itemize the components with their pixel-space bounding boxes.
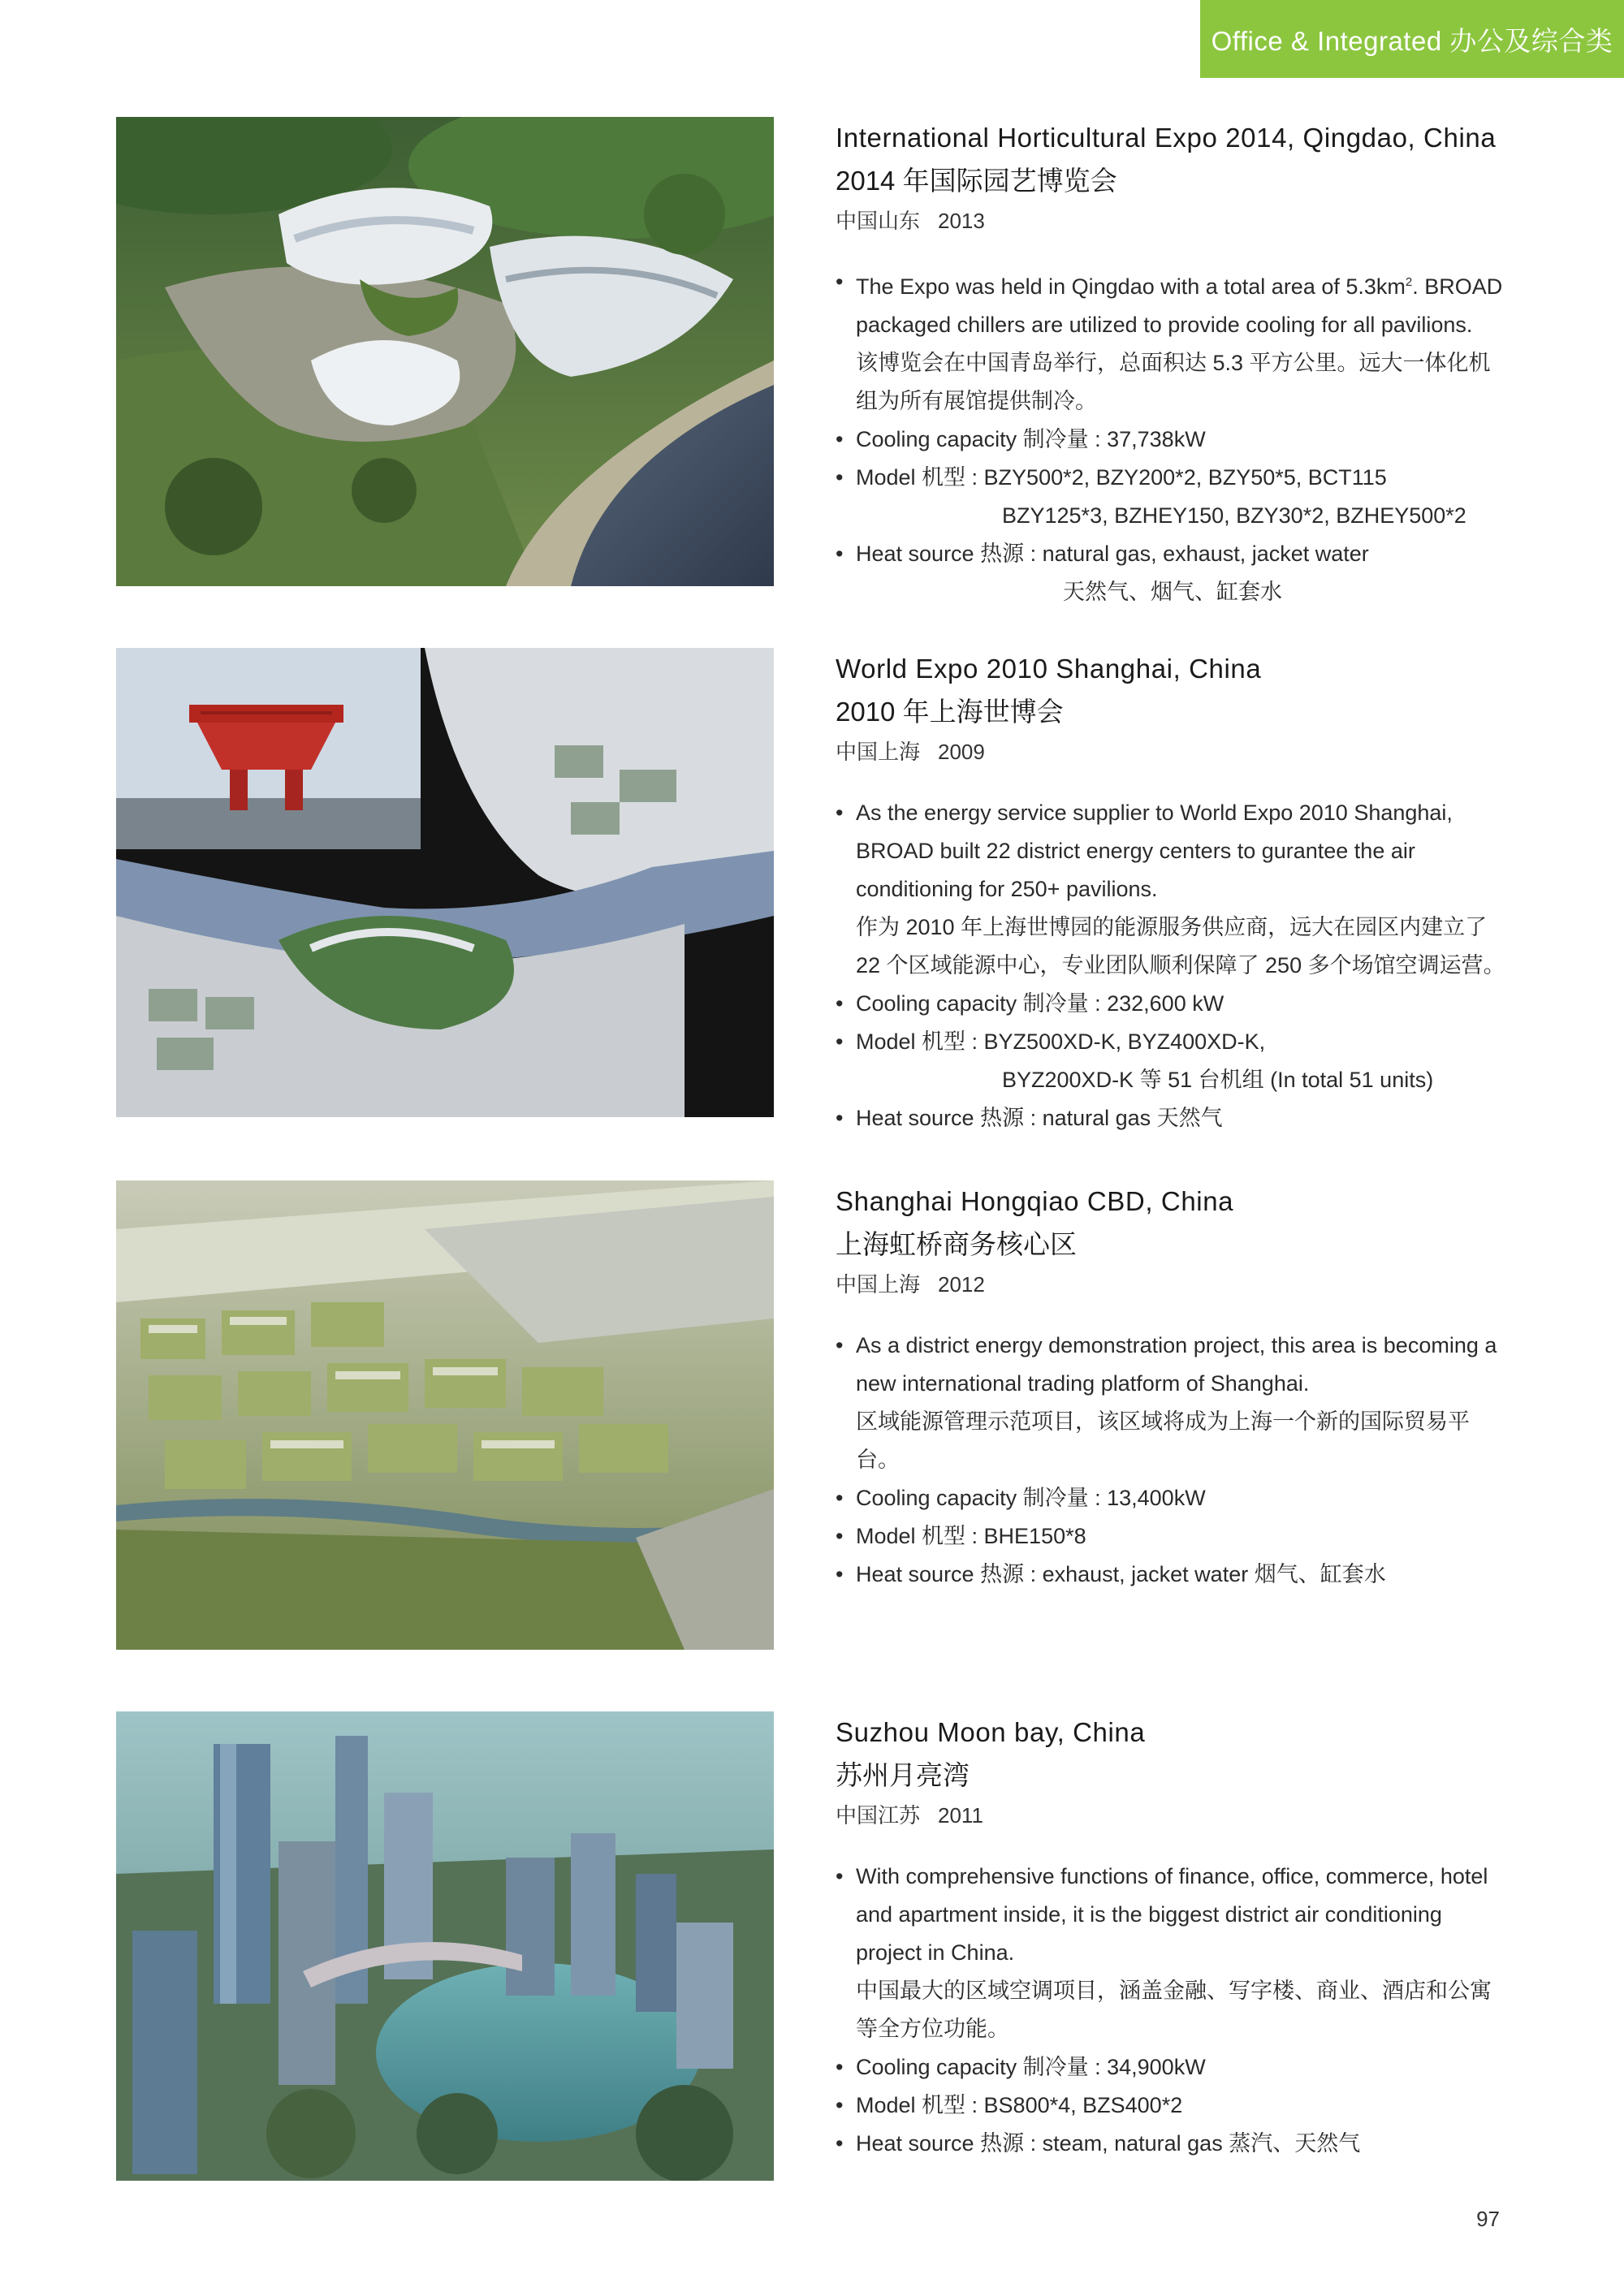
model-list: • Model 机型 : BHE150*8: [836, 1517, 1510, 1556]
page-number: 97: [1476, 2207, 1500, 2231]
project-title-cn: 上海虹桥商务核心区: [836, 1229, 1077, 1259]
description-cn: 区域能源管理示范项目，该区域将成为上海一个新的国际贸易平台。: [856, 1409, 1470, 1472]
project-title-cn: 2010 年上海世博会: [836, 697, 1064, 727]
cooling-capacity: • Cooling capacity 制冷量 : 37,738kW: [836, 421, 1510, 459]
location-text: 中国江苏: [836, 1803, 921, 1828]
cbd-aerial-image: [116, 1180, 774, 1650]
cooling-capacity: • Cooling capacity 制冷量 : 13,400kW: [836, 1479, 1510, 1517]
location-text: 中国上海: [836, 740, 921, 764]
project-title-en: World Expo 2010 Shanghai, China: [836, 654, 1262, 684]
project-title-en: International Horticultural Expo 2014, Qingdao, China: [836, 123, 1497, 153]
description-en: As a district energy demonstration project, this area is becoming a new international trading platform of Shanghai.: [856, 1333, 1497, 1396]
year-text: 2013: [938, 209, 985, 233]
heat-source: [836, 535, 1510, 611]
project-title-en: Shanghai Hongqiao CBD, China: [836, 1186, 1234, 1216]
photo-world-expo: [116, 648, 774, 1117]
model-list: [836, 459, 1510, 535]
description-cn: 作为 2010 年上海世博园的能源服务供应商，远大在园区内建立了 22 个区域能源中心，专业团队顺利保障了 250 多个场馆空调运营。: [856, 915, 1505, 978]
location-text: 中国山东: [836, 209, 921, 233]
location-text: 中国上海: [836, 1272, 921, 1297]
description-en: As the energy service supplier to World Expo 2010 Shanghai, BROAD built 22 district energy centers to gurantee the air conditioning for 250+ pavilions.: [856, 801, 1453, 901]
photo-suzhou-moon-bay: [116, 1711, 774, 2181]
model-line-2: BZY125*3, BZHEY150, BZY30*2, BZHEY500*2: [1002, 503, 1466, 528]
expo-site-plan-image: [116, 648, 774, 1117]
photo-hongqiao-cbd: [116, 1180, 774, 1650]
description-bullet: [836, 794, 1510, 985]
description-en-part2: . BROAD packaged chillers are utilized to provide cooling for all pavilions.: [856, 274, 1503, 337]
description-en-part1: The Expo was held in Qingdao with a total area of 5.3km: [856, 274, 1406, 299]
model-line-2: BYZ200XD-K 等 51 台机组 (In total 51 units): [1002, 1068, 1434, 1092]
model-line-1: Model 机型 : BZY500*2, BZY200*2, BZY50*5, BCT115: [856, 465, 1387, 490]
expo-pavilion-image: [116, 117, 774, 586]
moon-bay-skyline-image: [116, 1711, 774, 2181]
project-location: [836, 734, 1510, 770]
project-suzhou-moon-bay: [116, 1711, 1513, 2182]
model-line-1: Model 机型 : BYZ500XD-K, BYZ400XD-K,: [856, 1029, 1266, 1054]
project-location: [836, 1798, 1510, 1833]
heat-line-1: Heat source 热源 : natural gas, exhaust, jacket water: [856, 542, 1369, 566]
description-cn: 中国最大的区域空调项目，涵盖金融、写字楼、商业、酒店和公寓等全方位功能。: [856, 1979, 1492, 2041]
description-en: With comprehensive functions of finance, office, commerce, hotel and apartment inside, it is the biggest district air conditioning project in China.: [856, 1864, 1488, 1965]
year-text: 2012: [938, 1272, 985, 1297]
heat-source: • Heat source 热源 : natural gas 天然气: [836, 1099, 1510, 1137]
project-world-expo: [116, 648, 1513, 1130]
project-title-cn: 苏州月亮湾: [836, 1760, 970, 1790]
description-bullet: [836, 1858, 1510, 2048]
description-cn: 该博览会在中国青岛举行，总面积达 5.3 平方公里。远大一体化机组为所有展馆提供制冷。: [856, 351, 1491, 413]
description-bullet: [836, 1327, 1510, 1479]
heat-line-2: 天然气、烟气、缸套水: [1063, 580, 1282, 604]
category-tab: Office & Integrated 办公及综合类: [1200, 0, 1624, 78]
project-horticultural-expo: [116, 117, 1513, 604]
year-text: 2011: [938, 1803, 983, 1828]
cooling-capacity: • Cooling capacity 制冷量 : 232,600 kW: [836, 985, 1510, 1023]
superscript-2: 2: [1405, 275, 1413, 289]
year-text: 2009: [938, 740, 985, 764]
cooling-capacity: • Cooling capacity 制冷量 : 34,900kW: [836, 2048, 1510, 2087]
model-list: [836, 1023, 1510, 1099]
model-list: • Model 机型 : BS800*4, BZS400*2: [836, 2087, 1510, 2125]
project-title-cn: 2014 年国际园艺博览会: [836, 166, 1117, 196]
photo-horticultural-expo: [116, 117, 774, 586]
project-title-en: Suzhou Moon bay, China: [836, 1717, 1146, 1747]
project-location: [836, 203, 1510, 239]
project-location: [836, 1267, 1510, 1302]
heat-source: • Heat source 热源 : steam, natural gas 蒸汽、天然气: [836, 2125, 1510, 2163]
heat-source: • Heat source 热源 : exhaust, jacket water 烟气、缸套水: [836, 1556, 1510, 1594]
project-hongqiao-cbd: [116, 1180, 1513, 1651]
description-bullet: [836, 263, 1510, 421]
